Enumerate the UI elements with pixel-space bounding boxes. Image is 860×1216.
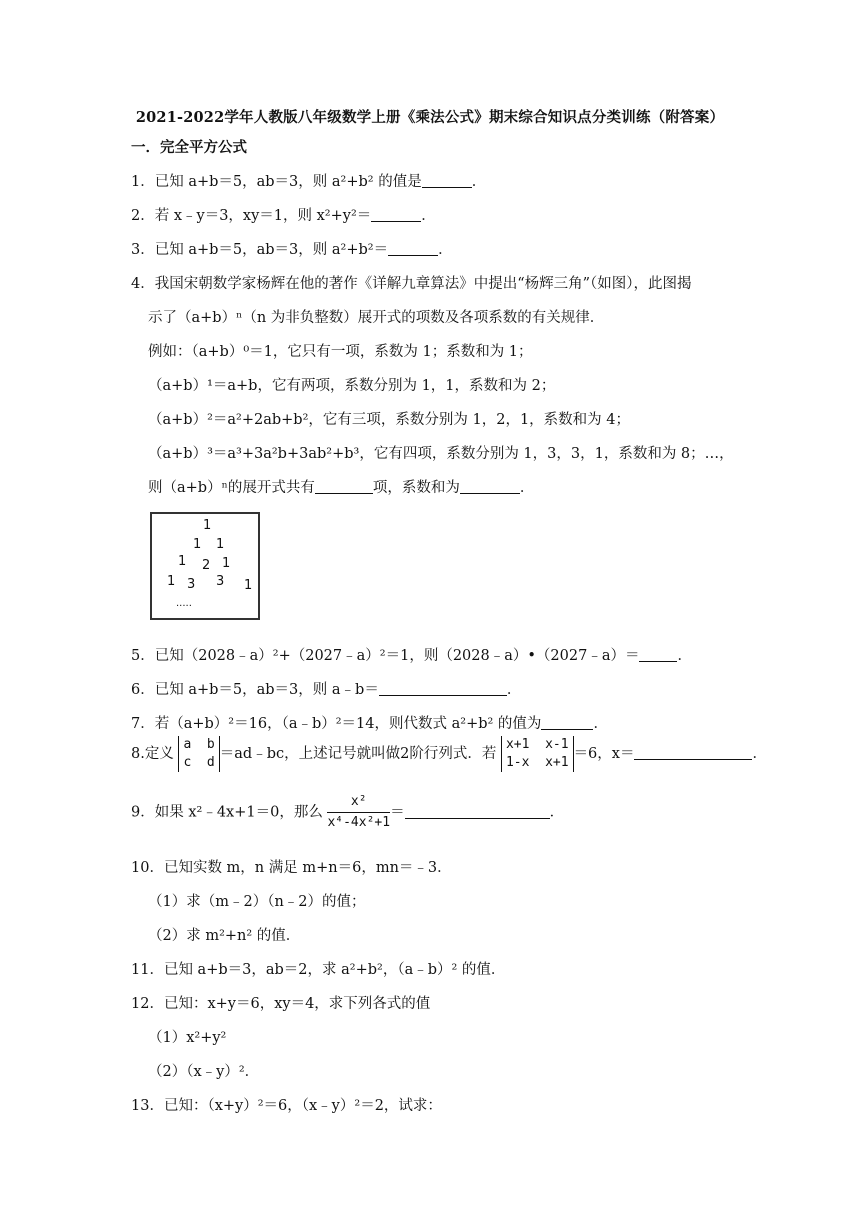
triangle-number: 1 [193, 537, 202, 552]
answer-blank[interactable] [379, 681, 507, 696]
question-9-prefix: 9．如果 x²﹣4x+1＝0，那么 [131, 804, 323, 821]
question-6: 6．已知 a+b＝5，ab＝3，则 a﹣b＝ ． [131, 682, 522, 698]
question-5-text: 5．已知（2028﹣a）²+（2027﹣a）²＝1，则（2028﹣a）•（2027﹣a）＝ [131, 648, 640, 664]
question-7-text: 7．若（a+b）²＝16，（a﹣b）²＝14，则代数式 a²+b² 的值为 [131, 716, 542, 732]
question-8-suffix: ＝6，x＝ [573, 746, 635, 762]
question-9-fraction [327, 792, 390, 833]
answer-blank[interactable] [460, 479, 520, 494]
question-12-part-2: （2）（x﹣y）²． [148, 1064, 260, 1080]
question-4-example-3: （a+b）³＝a³+3a²b+3ab²+b³，它有四项，系数分别为 1，3，3，1，系数和为 8；…， [148, 446, 734, 462]
question-11: 11．已知 a+b＝3，ab＝2，求 a²+b²，（a﹣b）² 的值． [131, 962, 506, 978]
question-2: 2．若 x﹣y＝3，xy＝1，则 x²+y²＝ ． [131, 208, 436, 224]
question-3: 3．已知 a+b＝5，ab＝3，则 a²+b²＝ ． [131, 242, 453, 258]
question-9-suffix: ＝ [390, 804, 405, 821]
determinant-row: a b [183, 737, 215, 752]
question-1: 1．已知 a+b＝5，ab＝3，则 a²+b² 的值是 ． [131, 174, 487, 190]
question-9: 9．如果 x²﹣4x+1＝0，那么 $\frac{\text{x²}}{\text{x⁴-4x²+1}}$ ＝ ． [131, 792, 564, 833]
question-8-prefix: 8.定义 [131, 746, 174, 762]
triangle-number: 1 [244, 578, 253, 593]
answer-blank[interactable] [405, 804, 550, 819]
question-10: 10．已知实数 m，n 满足 m+n＝6，mn＝﹣3． [131, 860, 452, 876]
triangle-number: 3 [216, 574, 225, 589]
question-4-ask-a: 则（a+b）ⁿ的展开式共有 [148, 480, 315, 496]
question-13: 13．已知：（x+y）²＝6，（x﹣y）²＝2，试求： [131, 1098, 442, 1114]
answer-blank[interactable] [315, 479, 373, 494]
triangle-number: 2 [202, 558, 211, 573]
triangle-ellipsis: ..... [176, 598, 192, 609]
question-6-text: 6．已知 a+b＝5，ab＝3，则 a﹣b＝ [131, 682, 379, 698]
question-8: 8.定义 a b c d ＝ad﹣bc，上述记号就叫做2阶行列式．若 x+1 x-1 1-x x+1 ＝6，x＝ ． [131, 737, 767, 770]
question-4-example-1: （a+b）¹＝a+b，它有两项，系数分别为 1，1，系数和为 2； [148, 378, 556, 394]
question-12: 12．已知：x+y＝6，xy＝4，求下列各式的值 [131, 996, 431, 1012]
section-heading: 一．完全平方公式 [131, 139, 247, 156]
question-7: 7．若（a+b）²＝16，（a﹣b）²＝14，则代数式 a²+b² 的值为 ． [131, 716, 608, 732]
page-title: 2021-2022学年人教版八年级数学上册《乘法公式》期末综合知识点分类训练（附答案） [135, 109, 725, 126]
answer-blank[interactable] [639, 647, 677, 662]
fraction-denominator: x⁴-4x²+1 [327, 815, 391, 830]
question-4-example-0: 例如：（a+b）⁰＝1，它只有一项，系数为 1；系数和为 1； [148, 344, 533, 360]
determinant-definition [178, 736, 219, 772]
determinant-row: x+1 x-1 [505, 737, 569, 752]
question-5: 5．已知（2028﹣a）²+（2027﹣a）²＝1，则（2028﹣a）•（2027﹣a）＝ ． [131, 648, 692, 664]
triangle-number: 3 [187, 577, 196, 592]
question-4-line-1: 4．我国宋朝数学家杨辉在他的著作《详解九章算法》中提出“杨辉三角”（如图），此图揭 [131, 276, 692, 292]
question-4-example-2: （a+b）²＝a²+2ab+b²，它有三项，系数分别为 1，2，1，系数和为 4； [148, 412, 631, 428]
question-10-part-2: （2）求 m²+n² 的值． [148, 928, 301, 944]
determinant-row: 1-x x+1 [505, 755, 569, 770]
determinant-row: c d [183, 755, 215, 770]
question-4-line-2: 示了（a+b）ⁿ（n 为非负整数）展开式的项数及各项系数的有关规律． [148, 310, 605, 326]
question-12-part-1: （1）x²+y² [148, 1030, 227, 1046]
triangle-number: 1 [222, 556, 231, 571]
question-2-text: 2．若 x﹣y＝3，xy＝1，则 x²+y²＝ [131, 208, 372, 224]
answer-blank[interactable] [371, 207, 421, 222]
determinant-given [501, 736, 574, 772]
fraction-numerator: x² [327, 792, 390, 813]
answer-blank[interactable] [634, 745, 752, 760]
answer-blank[interactable] [388, 241, 438, 256]
triangle-number: 1 [178, 554, 187, 569]
triangle-number: 1 [216, 537, 225, 552]
question-3-text: 3．已知 a+b＝5，ab＝3，则 a²+b²＝ [131, 242, 389, 258]
triangle-number: 1 [203, 518, 212, 533]
question-4-ask-b: 项，系数和为 [372, 480, 460, 496]
question-4-ask: 则（a+b）ⁿ的展开式共有 项，系数和为 ． [148, 480, 535, 496]
question-8-middle: ＝ad﹣bc，上述记号就叫做2阶行列式．若 [219, 746, 497, 762]
answer-blank[interactable] [422, 173, 472, 188]
answer-blank[interactable] [541, 715, 593, 730]
yang-hui-triangle-figure [150, 512, 260, 620]
question-10-part-1: （1）求（m﹣2）（n﹣2）的值； [148, 894, 366, 910]
triangle-number: 1 [167, 574, 176, 589]
question-1-text: 1．已知 a+b＝5，ab＝3，则 a²+b² 的值是 [131, 174, 422, 190]
